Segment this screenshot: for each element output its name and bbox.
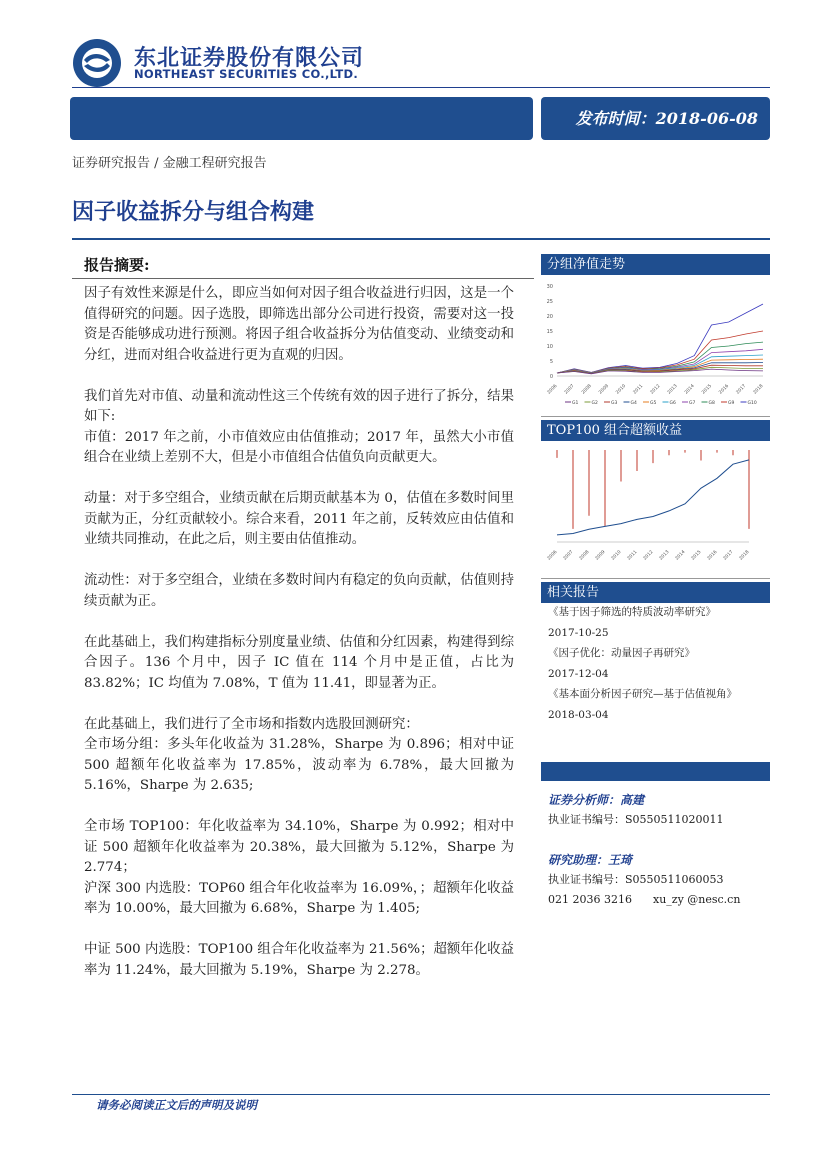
chart2-x-tick: 2015 [690, 549, 703, 562]
chart1-x-tick: 2017 [735, 383, 748, 396]
chart2-x-tick: 2010 [610, 549, 623, 562]
chart1-x-tick: 2013 [666, 383, 679, 396]
chart1-legend-label: G4 [630, 401, 637, 406]
chart2-x-tick: 2008 [578, 549, 591, 562]
group-nav-chart [541, 276, 770, 416]
chart1-x-tick: 2010 [615, 383, 628, 396]
summary-paragraph: 我们首先对市值、动量和流动性这三个传统有效的因子进行了拆分，结果如下: [84, 388, 514, 424]
chart2-x-tick: 2009 [594, 549, 607, 562]
chart2-x-tick: 2006 [546, 549, 559, 562]
chart2-x-tick: 2007 [562, 549, 575, 562]
chart1-x-tick: 2009 [598, 383, 610, 396]
analyst-cert: 执业证书编号：S0550511020011 [548, 813, 724, 826]
chart1-legend-label: G2 [591, 401, 598, 406]
chart2-x-tick: 2013 [658, 549, 671, 562]
chart1-legend-label: G8 [708, 401, 715, 406]
chart2-heading: TOP100 组合超额收益 [541, 420, 770, 441]
chart1-y-tick: 5 [549, 359, 553, 365]
company-name-en: NORTHEAST SECURITIES CO.,LTD. [134, 67, 358, 81]
related-report-name[interactable]: 《基本面分析因子研究—基于估值视角》 [548, 688, 737, 700]
summary-paragraph: 市值：2017 年之前，小市值效应由估值推动；2017 年，虽然大小市值组合在业绩上差别不大，但是小市值组合估值负向贡献更大。 [84, 429, 514, 465]
chart1-x-tick: 2012 [649, 383, 662, 396]
related-heading: 相关报告 [541, 582, 770, 603]
chart2-x-tick: 2012 [642, 549, 655, 562]
related-report-list [548, 602, 770, 725]
page-title: 因子收益拆分与组合构建 [72, 200, 315, 225]
summary-divider [72, 278, 534, 279]
chart1-legend-label: G5 [650, 401, 657, 406]
assistant-role: 研究助理：王琦 [548, 853, 633, 867]
analyst-info [548, 790, 770, 910]
chart1-x-tick: 2008 [581, 383, 593, 396]
summary-paragraph: 沪深 300 内选股：TOP60 组合年化收益率为 16.09%，；超额年化收益率为 10.00%，最大回撤为 6.68%，Sharpe 为 1.405; [84, 880, 514, 916]
chart2-cumulative-line [557, 460, 749, 535]
footer-divider [72, 1094, 770, 1095]
company-name-cn: 东北证券股份有限公司 [134, 46, 365, 71]
breadcrumb: 证券研究报告 / 金融工程研究报告 [72, 156, 267, 171]
chart1-y-tick: 0 [549, 374, 553, 380]
chart1-x-tick: 2014 [684, 383, 696, 396]
chart1-box [541, 276, 770, 417]
assistant-email[interactable]: xu_zy @nesc.cn [652, 893, 741, 906]
chart2-x-tick: 2017 [722, 549, 735, 562]
related-report-name[interactable]: 《基于因子筛选的特质波动率研究》 [548, 606, 716, 618]
chart2-x-tick: 2014 [674, 549, 687, 562]
summary-paragraph: 动量：对于多空组合，业绩贡献在后期贡献基本为 0，估值在多数时间里贡献为正，分红贡献较小。综合来看，2011 年之前，反转效应由估值和业绩共同推动，在此之后，则主要由估值推动。 [84, 491, 514, 547]
chart2-box [541, 442, 770, 579]
header-divider [72, 87, 770, 88]
chart1-x-tick: 2006 [546, 383, 559, 396]
chart1-legend-label: G7 [689, 401, 696, 406]
chart1-x-tick: 2011 [632, 383, 645, 396]
chart1-legend-label: G3 [611, 401, 618, 406]
publish-date-banner: 发布时间：2018-06-08 [541, 97, 770, 140]
footer-disclaimer: 请务必阅读正文后的声明及说明 [96, 1098, 257, 1112]
related-report-name[interactable]: 《因子优化：动量因子再研究》 [548, 647, 695, 659]
top100-excess-chart [541, 442, 770, 578]
chart1-y-tick: 20 [546, 314, 553, 320]
chart2-x-tick: 2011 [626, 549, 639, 562]
chart1-x-tick: 2016 [718, 383, 731, 396]
chart1-x-tick: 2018 [752, 383, 765, 396]
chart1-y-tick: 15 [546, 329, 553, 335]
summary-paragraph: 中证 500 内选股：TOP100 组合年化收益率为 21.56%；超额年化收益率为 11.24%，最大回撤为 5.19%，Sharpe 为 2.278。 [84, 942, 514, 978]
chart2-x-tick: 2018 [738, 549, 751, 562]
summary-paragraph: 流动性：对于多空组合，业绩在多数时间内有稳定的负向贡献，估值则持续贡献为正。 [84, 573, 514, 609]
summary-paragraph: 全市场分组：多头年化收益为 31.28%，Sharpe 为 0.896；相对中证 500 超额年化收益率为 17.85%，波动率为 6.78%，最大回撤为 5.16%，Sharpe 为 2.635; [84, 737, 514, 793]
summary-body [84, 284, 514, 1002]
chart1-x-tick: 2007 [563, 383, 576, 396]
related-report-date: 2017-12-04 [548, 667, 609, 680]
chart1-x-tick: 2015 [701, 383, 713, 396]
summary-paragraph: 全市场 TOP100：年化收益率为 34.10%，Sharpe 为 0.992；相对中证 500 超额年化收益率为 20.38%，最大回撤为 5.12%，Sharpe 为 2.774； [84, 819, 514, 875]
header-banner [70, 97, 533, 140]
chart2-x-tick: 2016 [706, 549, 719, 562]
chart1-y-tick: 10 [546, 344, 553, 350]
summary-paragraph: 因子有效性来源是什么，即应当如何对因子组合收益进行归因，这是一个值得研究的问题。因子选股，即筛选出部分公司进行投资，需要对这一投资是否能够成功进行预测。将因子组合收益拆分为估值变动、业绩变动和分红，进而对组合收益进行更为直观的归因。 [84, 286, 514, 363]
summary-paragraph: 在此基础上，我们构建指标分别度量业绩、估值和分红因素，构建得到综合因子。136 个月中，因子 IC 值在 114 个月中是正值，占比为 83.82%；IC 均值为 7.08%，T 值为 11.41，即显著为正。 [84, 634, 514, 691]
company-logo-icon [72, 38, 122, 88]
chart1-y-tick: 30 [546, 284, 553, 290]
chart1-heading: 分组净值走势 [541, 254, 770, 275]
related-report-date: 2018-03-04 [548, 708, 609, 721]
chart1-legend-label: G10 [747, 401, 757, 406]
analyst-role: 证券分析师：高建 [548, 793, 645, 807]
chart1-legend-label: G9 [728, 401, 735, 406]
chart1-legend-label: G6 [669, 401, 676, 406]
related-report-date: 2017-10-25 [548, 626, 609, 639]
chart1-y-tick: 25 [546, 299, 553, 305]
sidebar-divider-bar [541, 762, 770, 781]
assistant-cert: 执业证书编号：S0550511060053 [548, 873, 724, 886]
summary-paragraph: 在此基础上，我们进行了全市场和指数内选股回测研究： [84, 716, 419, 732]
assistant-phone: 021 2036 3216 [548, 893, 632, 906]
summary-heading: 报告摘要: [84, 256, 150, 274]
title-divider [72, 238, 770, 240]
chart1-series-line [557, 331, 763, 373]
chart1-legend-label: G1 [572, 401, 579, 406]
